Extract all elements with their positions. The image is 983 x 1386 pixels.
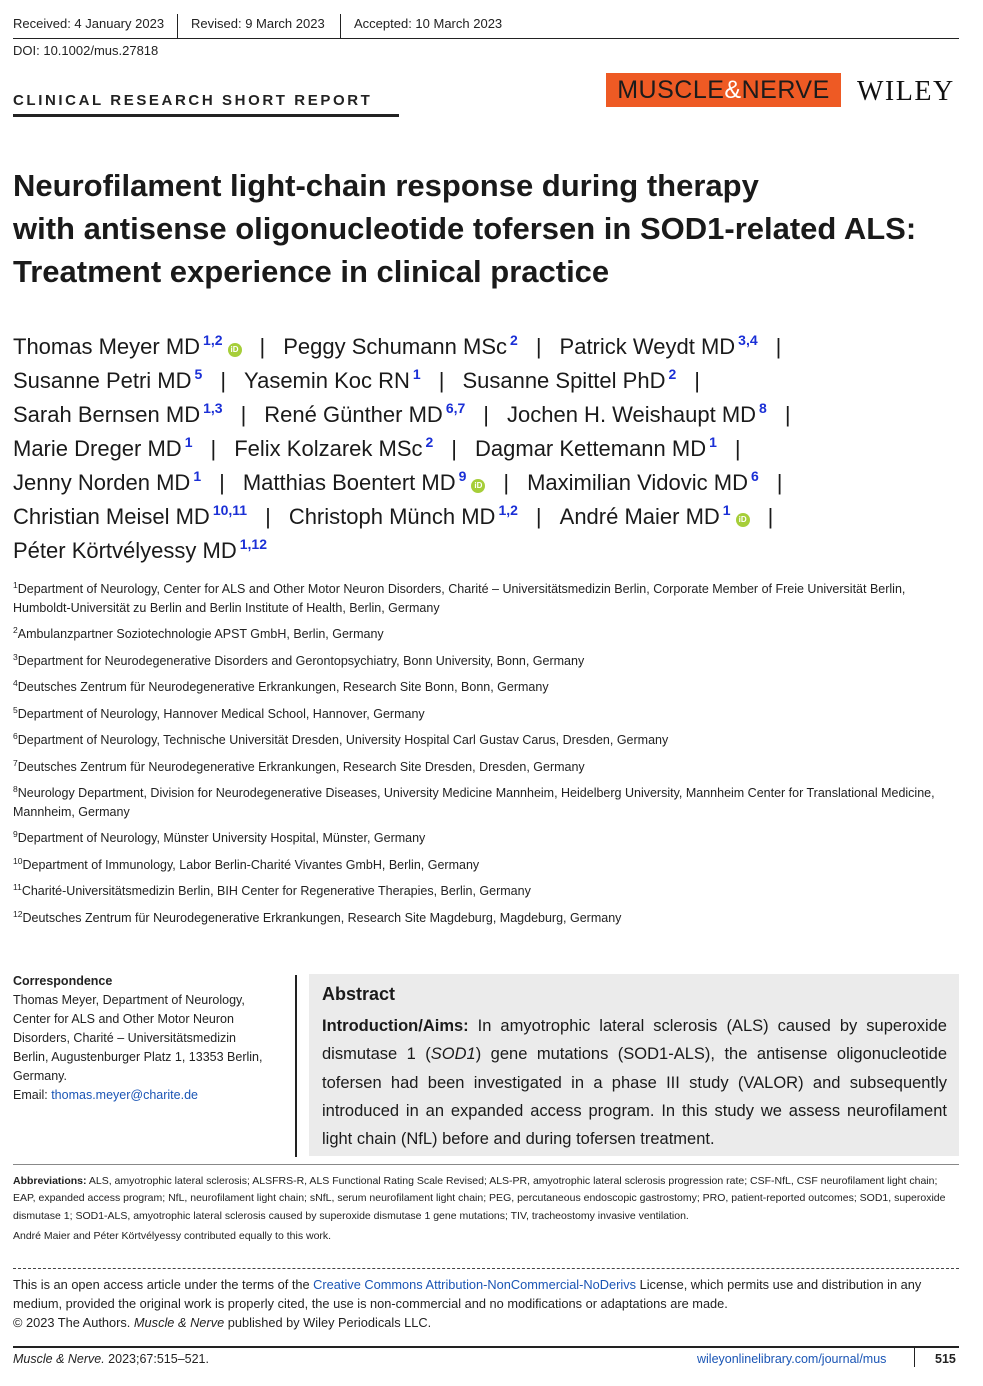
author-name[interactable]: Yasemin Koc RN [244, 368, 410, 393]
affiliation-number[interactable]: 3,4 [738, 332, 758, 348]
author-line [13, 398, 973, 432]
revised-date: Revised: 9 March 2023 [191, 16, 325, 31]
license-text [13, 1275, 959, 1313]
author-name[interactable]: Jenny Norden MD [13, 470, 191, 495]
author-name[interactable]: Peggy Schumann MSc [283, 334, 508, 359]
abstract-text-part: In amyotrophic lateral sclerosis (ALS) caused by superoxide dismutase 1 ( [322, 1017, 947, 1064]
author-line [13, 432, 973, 466]
affiliation-item [13, 909, 958, 928]
affiliation-text: Department of Neurology, Center for ALS and Other Motor Neuron Disorders, Charité – Universitätsmedizin Berlin, Corporate Member of Freie Universität Berlin, Humboldt-Universität zu Berlin and Berlin Institute of Health, Berlin, Germany [13, 582, 906, 615]
author-name[interactable]: Christian Meisel MD [13, 504, 210, 529]
title-line: with antisense oligonucleotide tofersen in SOD1-related ALS: [13, 211, 917, 246]
affiliation-item [13, 784, 958, 821]
author-line [13, 466, 973, 500]
affiliation-item [13, 652, 958, 671]
abstract-intro-label: Introduction/Aims: [322, 1017, 469, 1035]
author-separator: | [451, 436, 458, 461]
affiliation-number[interactable]: 6,7 [445, 400, 466, 416]
author-separator: | [438, 368, 445, 393]
footer-url[interactable]: wileyonlinelibrary.com/journal/mus [697, 1352, 887, 1366]
abstract-italic: SOD1 [430, 1045, 476, 1064]
footer-citation [13, 1352, 209, 1366]
affiliation-text: Department of Neurology, Hannover Medical School, Hannover, Germany [17, 706, 425, 721]
author-name[interactable]: Maximilian Vidovic MD [527, 470, 748, 495]
license-part: This is an open access article under the terms of the [13, 1277, 314, 1292]
correspondence-heading: Correspondence [13, 974, 113, 988]
footer-separator [914, 1347, 915, 1367]
affiliation-number[interactable]: 10,11 [212, 502, 248, 518]
author-name[interactable]: René Günther MD [264, 402, 443, 427]
author-separator: | [210, 436, 217, 461]
author-list [13, 330, 973, 568]
abbreviations-divider [13, 1164, 959, 1165]
logo-amp: & [724, 76, 742, 104]
author-separator: | [535, 504, 542, 529]
affiliation-number[interactable]: 1 [184, 434, 193, 450]
author-separator: | [483, 402, 489, 427]
author-line [13, 500, 973, 534]
equal-contribution-note: André Maier and Péter Körtvélyessy contributed equally to this work. [13, 1230, 332, 1242]
affiliation-item [13, 678, 958, 697]
affiliation-number[interactable]: 1 [412, 366, 421, 382]
title-line: Neurofilament light-chain response during therapy [13, 168, 759, 203]
correspondence-email-line [13, 1086, 281, 1105]
affiliation-text: Ambulanzpartner Soziotechnologie APST GmbH, Berlin, Germany [17, 627, 384, 641]
license-note [13, 1275, 959, 1332]
orcid-icon[interactable]: iD [471, 479, 485, 493]
affiliation-index: 11 [13, 882, 22, 892]
copyright-part: published by Wiley Periodicals LLC. [224, 1315, 432, 1330]
license-link[interactable]: Creative Commons Attribution-NonCommercial-NoDerivs [313, 1277, 637, 1292]
date-separator [177, 14, 178, 38]
author-name[interactable]: Marie Dreger MD [13, 436, 182, 461]
affiliation-index: 7 [13, 757, 18, 768]
license-part: License, which permits use and distribution in any medium, provided the original work is properly cited, the use is non-commercial and no modifications or adaptations are made. [13, 1277, 922, 1311]
license-divider [13, 1268, 959, 1269]
author-name[interactable]: Felix Kolzarek MSc [234, 436, 423, 461]
affiliation-item [13, 829, 958, 848]
affiliation-index: 5 [13, 704, 18, 715]
publisher-logo: WILEY [857, 76, 955, 107]
footer-citation-text: 2023;67:515–521. [104, 1352, 209, 1366]
affiliation-text: Charité-Universitätsmedizin Berlin, BIH Center for Regenerative Therapies, Berlin, Germany [21, 884, 531, 898]
affiliation-number[interactable]: 1,12 [239, 536, 267, 552]
footer-divider [13, 1346, 959, 1348]
footer-journal: Muscle & Nerve. [13, 1352, 105, 1366]
author-name[interactable]: Patrick Weydt MD [559, 334, 736, 359]
affiliation-text: Deutsches Zentrum für Neurodegenerative Erkrankungen, Research Site Magdeburg, Magdeburg, Germany [22, 910, 622, 925]
affiliation-text: Neurology Department, Division for Neurodegenerative Diseases, University Medicine Mannheim, Heidelberg University, Mannheim Center for Translational Medicine, Mannheim, Germany [13, 786, 935, 819]
correspondence-line: Berlin, Augustenburger Platz 1, 13353 Berlin, [13, 1050, 263, 1064]
affiliation-text: Department of Immunology, Labor Berlin-Charité Vivantes GmbH, Berlin, Germany [22, 857, 480, 872]
logo-right: NERVE [741, 76, 830, 104]
abbreviations-text: ALS, amyotrophic lateral sclerosis; ALSFRS-R, ALS Functional Rating Scale Revised; ALS-PR, amyotrophic lateral sclerosis progression rate; CSF-NfL, CSF neurofilament light chain; EAP, expanded access program; NfL, neurofilament light chain; sNfL, serum neurofilament light chain; PEG, percutaneous endoscopic gastrostomy; PRO, patient-reported outcomes; SOD1, superoxide dismutase 1; SOD1-ALS, amyotrophic lateral sclerosis caused by superoxide dismutase 1 gene mutations; TIV, tracheostomy invasive ventilation. [13, 1175, 946, 1222]
abstract-text-part: ) gene mutations (SOD1-ALS), the antisense oligonucleotide tofersen had been investigated in a phase III study (VALOR) and subsequently introduced in an expanded access program. In this study we assess neurofilament light chain (NfL) before and during tofersen treatment. [322, 1045, 947, 1149]
affiliation-number[interactable]: 5 [194, 366, 203, 382]
orcid-icon[interactable]: iD [228, 343, 242, 357]
section-underline [13, 114, 399, 117]
author-separator: | [767, 504, 774, 529]
affiliation-number[interactable]: 8 [759, 400, 767, 416]
correspondence-line: Thomas Meyer, Department of Neurology, [13, 993, 245, 1007]
copyright-journal: Muscle & Nerve [133, 1315, 225, 1330]
author-name[interactable]: Sarah Bernsen MD [13, 402, 201, 427]
author-name[interactable]: André Maier MD [559, 504, 720, 529]
abstract-heading: Abstract [322, 984, 396, 1004]
affiliation-number[interactable]: 2 [510, 332, 518, 348]
author-line [13, 364, 973, 398]
author-name[interactable]: Susanne Spittel PhD [462, 368, 666, 393]
affiliation-number[interactable]: 1,2 [203, 332, 223, 348]
affiliation-index: 8 [13, 784, 18, 794]
affiliation-index: 12 [13, 908, 23, 919]
received-date: Received: 4 January 2023 [13, 16, 165, 31]
abbreviations [13, 1173, 959, 1225]
affiliation-number[interactable]: 9 [458, 468, 467, 484]
affiliation-number[interactable]: 6 [750, 468, 759, 484]
affiliation-text: Deutsches Zentrum für Neurodegenerative Erkrankungen, Research Site Dresden, Dresden, Germany [17, 759, 585, 774]
author-separator: | [503, 470, 510, 495]
affiliation-number[interactable]: 1 [709, 434, 717, 450]
affiliation-index: 10 [13, 855, 23, 866]
author-line [13, 534, 973, 568]
correspondence-divider [295, 975, 297, 1157]
author-separator: | [259, 334, 266, 359]
email-label: Email: [13, 1088, 52, 1102]
affiliation-list [13, 580, 958, 935]
affiliation-item [13, 856, 958, 875]
affiliation-number[interactable]: 2 [668, 366, 677, 382]
affiliation-number[interactable]: 2 [425, 434, 434, 450]
copyright-line [13, 1313, 959, 1332]
copyright-part: © 2023 The Authors. [13, 1315, 134, 1330]
affiliation-number[interactable]: 1 [722, 502, 731, 518]
author-name[interactable]: Jochen H. Weishaupt MD [507, 402, 757, 427]
affiliation-index: 2 [13, 625, 18, 635]
author-name[interactable]: Péter Körtvélyessy MD [13, 538, 237, 563]
abstract-text [322, 1012, 947, 1153]
affiliation-index: 4 [13, 678, 18, 688]
logo-left: MUSCLE [617, 76, 725, 104]
correspondence [13, 972, 281, 1105]
affiliation-index: 9 [13, 829, 18, 839]
title-line: Treatment experience in clinical practice [13, 254, 610, 289]
author-separator: | [775, 334, 782, 359]
correspondence-line: Center for ALS and Other Motor Neuron [13, 1012, 234, 1026]
affiliation-item [13, 731, 958, 750]
affiliation-text: Department of Neurology, Technische Universität Dresden, University Hospital Carl Gustav Carus, Dresden, Germany [17, 733, 669, 747]
author-separator: | [734, 436, 741, 461]
author-line [13, 330, 973, 364]
article-dates [13, 14, 959, 39]
affiliation-item [13, 625, 958, 644]
affiliation-index: 6 [13, 731, 18, 741]
author-separator: | [220, 368, 227, 393]
author-separator: | [265, 504, 271, 529]
author-name[interactable]: Christoph Münch MD [288, 504, 496, 529]
doi: DOI: 10.1002/mus.27818 [13, 43, 159, 58]
affiliation-text: Department for Neurodegenerative Disorders and Gerontopsychiatry, Bonn University, Bonn, Germany [17, 653, 585, 668]
author-separator: | [694, 368, 700, 393]
affiliation-index: 3 [13, 651, 18, 662]
author-separator: | [784, 402, 791, 427]
affiliation-item [13, 705, 958, 724]
correspondence-line: Disorders, Charité – Universitätsmedizin [13, 1031, 236, 1045]
affiliation-text: Deutsches Zentrum für Neurodegenerative Erkrankungen, Research Site Bonn, Bonn, Germany [17, 680, 549, 694]
date-separator [340, 14, 341, 38]
orcid-icon[interactable]: iD [736, 513, 750, 527]
affiliation-index: 1 [13, 580, 18, 590]
accepted-date: Accepted: 10 March 2023 [354, 16, 503, 31]
affiliation-item [13, 580, 958, 617]
journal-logo [606, 73, 841, 107]
author-name[interactable]: Thomas Meyer MD [13, 334, 201, 359]
section-label: CLINICAL RESEARCH SHORT REPORT [13, 92, 373, 109]
affiliation-item [13, 882, 958, 901]
affiliation-number[interactable]: 1,2 [498, 502, 518, 518]
author-separator: | [776, 470, 783, 495]
author-separator: | [219, 470, 225, 495]
abbreviations-label: Abbreviations: [13, 1175, 87, 1187]
author-name[interactable]: Susanne Petri MD [13, 368, 192, 393]
article-title [13, 164, 973, 293]
affiliation-number[interactable]: 1 [193, 468, 202, 484]
affiliation-number[interactable]: 1,3 [203, 400, 223, 416]
email-link[interactable]: thomas.meyer@charite.de [51, 1088, 198, 1102]
correspondence-line: Germany. [13, 1069, 67, 1083]
author-name[interactable]: Matthias Boentert MD [242, 470, 456, 495]
affiliation-text: Department of Neurology, Münster University Hospital, Münster, Germany [17, 831, 426, 845]
author-separator: | [535, 334, 542, 359]
author-name[interactable]: Dagmar Kettemann MD [475, 436, 707, 461]
page-number: 515 [935, 1352, 956, 1366]
author-separator: | [240, 402, 247, 427]
affiliation-item [13, 758, 958, 777]
